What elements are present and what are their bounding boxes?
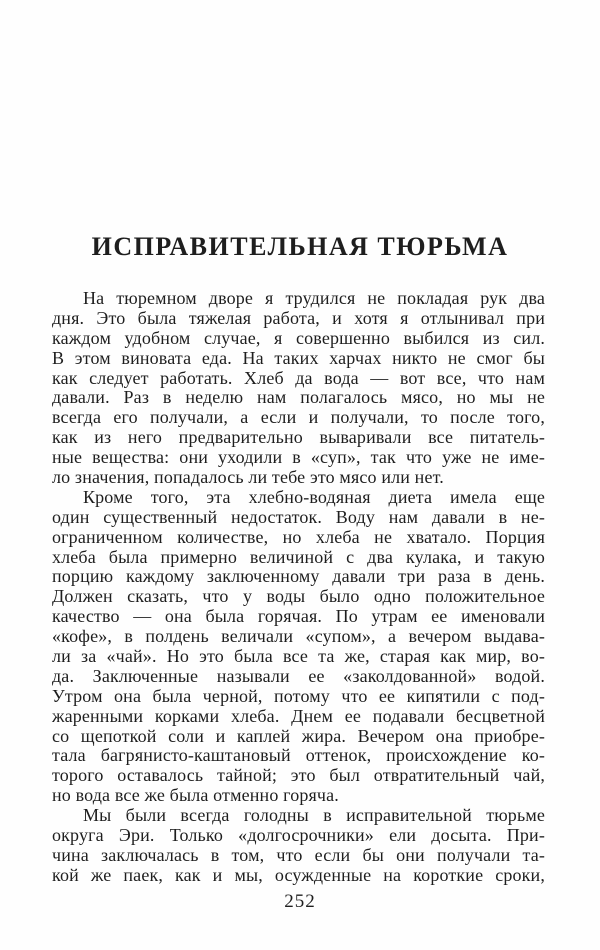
text-line: как следует работать. Хлеб да вода — вот все, что нам [52,367,545,388]
paragraph [52,806,545,886]
text-line: один существенный недостаток. Воду нам давали в не- [52,506,545,527]
text-line: жаренными корками хлеба. Днем ее подавали бесцветной [52,705,545,726]
text-line: чина заключалась в том, что если бы они получали та- [52,844,545,865]
paragraph [52,488,545,806]
text-line: со щепоткой соли и каплей жира. Вечером она приобре- [52,725,545,746]
text-line: округа Эри. Только «долгосрочники» ели досыта. При- [52,825,545,846]
text-line: ограниченном количестве, но хлеба не хватало. Порция [52,526,545,547]
body-text [52,289,545,886]
text-line: давали. Раз в неделю нам полагалось мясо, но мы не [52,387,545,408]
page-number: 252 [284,890,316,912]
text-line: «кофе», в полдень величали «супом», а вечером выдава- [52,626,545,647]
text-line: Кроме того, эта хлебно-водяная диета имела еще [83,486,545,507]
text-line: каждом удобном случае, я совершенно выбился из сил. [52,327,545,348]
text-line: ные вещества: они уходили в «суп», так что уже не име- [52,447,545,468]
text-line: хлеба была примерно величиной с два кулака, и такую [52,546,545,567]
chapter-title: ИСПРАВИТЕЛЬНАЯ ТЮРЬМА [91,232,509,261]
text-line: ло значения, попадалось ли тебе это мясо или нет. [52,467,444,488]
text-line: как из него предварительно вываривали все питатель- [52,427,545,448]
text-line: кой же паек, как и мы, осужденные на короткие сроки, [52,864,545,885]
text-line: всегда его получали, а если и получали, то после того, [52,407,545,428]
text-line: На тюремном дворе я трудился не покладая рук два [83,288,545,308]
text-line: торого оставалось тайной; это был отвратительный чай, [52,765,545,786]
text-line: но вода все же была отменно горяча. [52,785,339,806]
text-line: да. Заключенные называли ее «заколдованной» водой. [52,665,545,686]
text-line: Должен сказать, что у воды было одно положительное [52,586,545,607]
text-line: В этом виновата еда. На таких харчах никто не смог бы [52,347,545,368]
text-line: Мы были всегда голодны в исправительной тюрьме [83,805,545,826]
text-line: порцию каждому заключенному давали три раза в день. [52,566,545,587]
text-line: качество — она была горячая. По утрам ее именовали [52,606,545,627]
text-line: тала багрянисто-каштановый оттенок, происхождение ко- [52,745,545,766]
text-line: ли за «чай». Но это была все та же, старая как мир, во- [52,646,545,667]
text-line: дня. Это была тяжелая работа, и хотя я отлынивал при [52,307,545,328]
text-line: Утром она была черной, потому что ее кипятили с под- [52,685,545,706]
paragraph [52,289,545,488]
